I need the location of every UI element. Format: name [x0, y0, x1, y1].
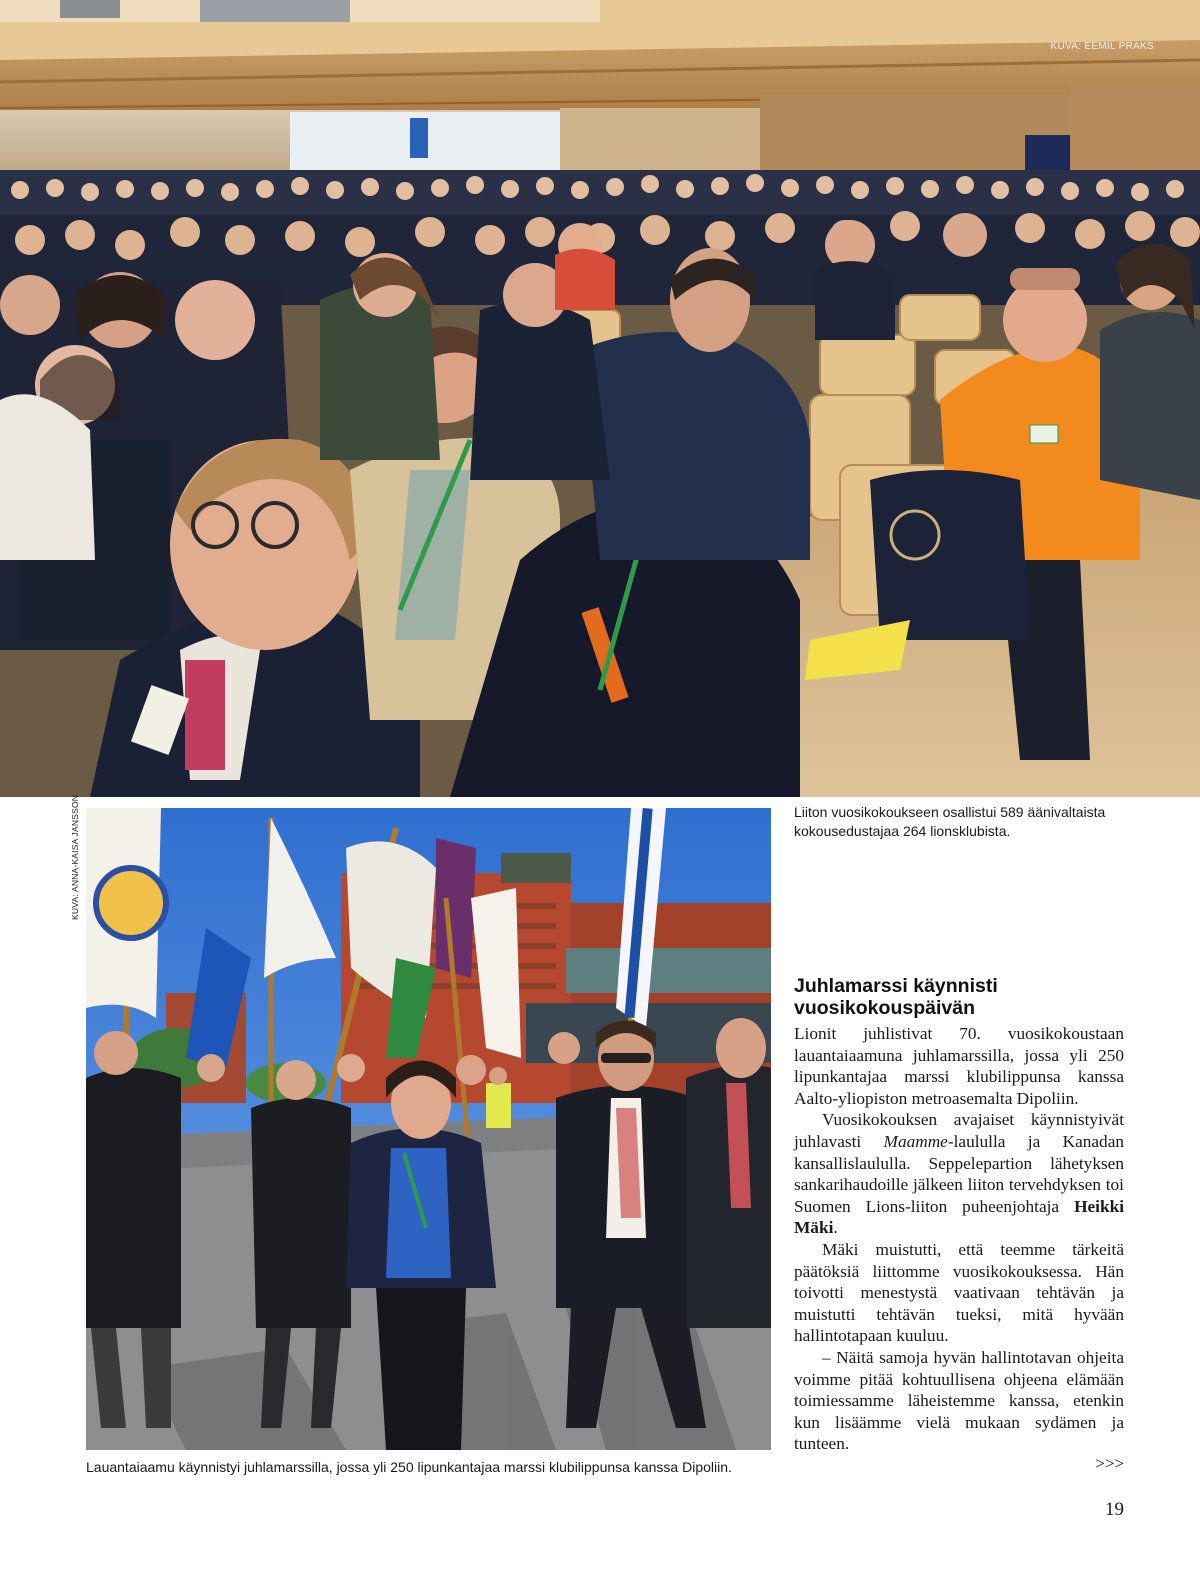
article-paragraph-1: Lionit juhlistivat 70. vuosikokoustaan lauantaiaamuna juhlamarssilla, jossa yli 250 lipunkantajaa marssi klubilippunsa kanssa Aalto-yliopiston metroasemalta Dipoliin.	[794, 1024, 1124, 1108]
article-paragraph-2-text-a: Vuosikokouksen avajaiset käynnistyivät juhlavasti	[794, 1110, 1124, 1151]
article-paragraph-3: Mäki muistutti, että teemme tärkeitä päätöksiä liittomme vuosikokouksessa. Hän toivotti menestystä vaativaan tehtävän ja muistutti tehtävän tueksi, mitä hyvään hallintotapaan kuuluu.	[794, 1239, 1124, 1346]
article-paragraph-4: – Näitä samoja hyvän hallintotavan ohjeita voimme pitää kohtuullisena ohjeena elämään toimiessamme läheistemme kanssa, etenkin kun lisäämme vielä mukaan sydämen ja tunteen.	[794, 1347, 1124, 1454]
photo-credit-top: KUVA: EEMIL PRAKS	[1050, 41, 1154, 52]
article-paragraph-2	[794, 1109, 1124, 1239]
caption-parade: Lauantaiaamu käynnistyi juhlamarssilla, jossa yli 250 lipunkantajaa marssi klubilippunsa kanssa Dipoliin.	[86, 1459, 732, 1475]
article	[794, 975, 1124, 1455]
page-number: 19	[1105, 1499, 1124, 1520]
article-person-name: Heikki Mäki	[794, 1196, 1124, 1238]
photo-credit-side: KUVA: ANNA-KAISA JANSSON	[70, 794, 80, 920]
caption-audience: Liiton vuosikokoukseen osallistui 589 äänivaltaista kokousedustajaa 264 lionsklubista.	[794, 804, 1106, 839]
article-heading: Juhlamarssi käynnisti vuosikokouspäivän	[794, 975, 998, 1019]
continue-marker: >>>	[1095, 1454, 1124, 1473]
parade-photo	[86, 808, 771, 1450]
article-paragraph-2-text-b: -laululla ja Kanadan kansallislaululla. Seppelepartion lähetyksen sankarihaudoille jälkeen liiton tervehdyksen toi Suomen Lions-liiton puheenjohtaja	[794, 1131, 1125, 1216]
parade-illustration	[86, 808, 771, 1450]
article-paragraph-2-text-c: .	[833, 1218, 838, 1238]
article-song-title: Maamme	[883, 1131, 948, 1151]
